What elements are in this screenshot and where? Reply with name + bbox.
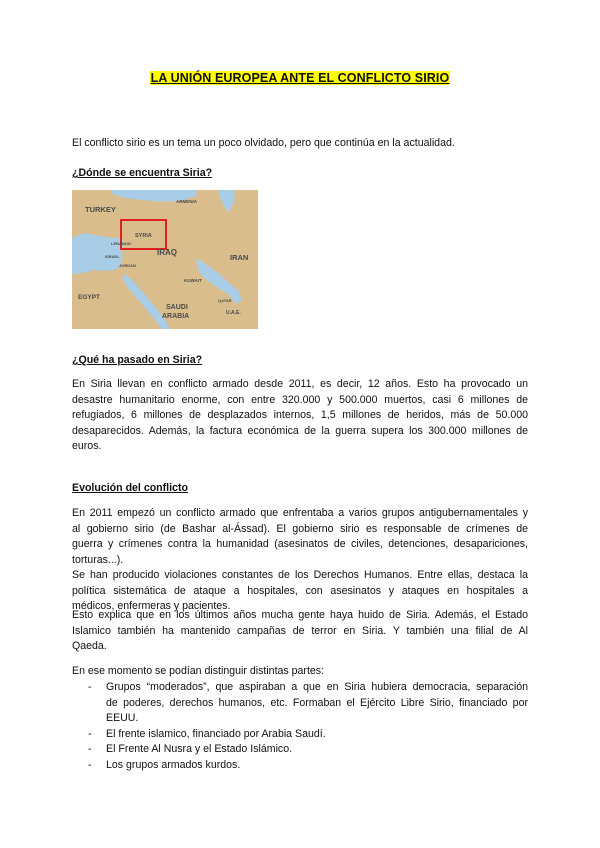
text-line: Islamico también ha mantenido campañas de terror en Siria. Y también una filial de Al: [72, 624, 528, 637]
label-egypt: EGYPT: [78, 294, 101, 301]
section-heading-location: ¿Dónde se encuentra Siria?: [72, 167, 213, 179]
list-item: [88, 742, 528, 758]
section-heading-evolution: Evolución del conflicto: [72, 482, 188, 494]
paragraph-evolution-1: [72, 506, 528, 568]
text-line: refugiados, 6 millones de desplazados internos, 1,5 millones de heridos, más de 50.000: [72, 409, 528, 422]
label-kuwait: KUWAIT: [184, 278, 202, 283]
list-item-line: Los grupos armados kurdos.: [106, 758, 241, 771]
paragraph-what-happened: [72, 377, 528, 455]
intro-paragraph: El conflicto sirio es un tema un poco olvidado, pero que continúa en la actualidad.: [72, 137, 455, 149]
text-line: Qaeda.: [72, 640, 107, 653]
label-qatar: QATAR: [218, 298, 232, 303]
text-line: desastre humanitario enorme, con entre 320.000 y 500.000 muertos, casi 6 millones de: [72, 393, 528, 406]
list-item: [88, 727, 528, 743]
section-heading-what-happened: ¿Qué ha pasado en Siria?: [72, 354, 203, 366]
list-item: [88, 680, 528, 727]
list-item-line: El frente islamico, financiado por Arabia Saudí.: [106, 727, 326, 740]
parties-list: [88, 680, 528, 774]
page-title: LA UNIÓN EUROPEA ANTE EL CONFLICTO SIRIO: [150, 71, 450, 85]
label-uae: U.A.E.: [226, 310, 241, 316]
text-line: guerra y crímenes contra la humanidad (asesinatos de civiles, detenciones, desapariciones,: [72, 538, 528, 551]
list-item: [88, 758, 528, 774]
text-line: Esto explica que en los últimos años mucha gente haya huido de Siria. Además, el Estado: [72, 609, 528, 621]
text-line: política sistemática de ataque a hospitales, con asesinatos y ataques en hospitales a: [72, 584, 528, 597]
text-line: torturas...).: [72, 553, 124, 566]
text-line: médicos, enfermeras y pacientes.: [72, 600, 231, 613]
label-saudi: SAUDI: [166, 304, 188, 311]
bullet-dash: -: [88, 727, 92, 740]
bullet-dash: -: [88, 681, 92, 693]
text-line: desaparecidos. Además, la factura económica de la guerra supera los 300.000 millones de: [72, 424, 528, 437]
list-item-line: EEUU.: [106, 712, 139, 725]
label-turkey: TURKEY: [85, 205, 116, 214]
label-israel: ISRAEL: [105, 254, 120, 259]
list-item-line: Grupos “moderados”, que aspiraban a que en Siria hubiera democracia, separación: [106, 681, 528, 693]
label-jordan: JORDAN: [119, 263, 136, 268]
text-line: En Siria llevan en conflicto armado desde 2011, es decir, 12 años. Esto ha provocado un: [72, 378, 528, 390]
label-iraq: IRAQ: [157, 248, 177, 257]
text-line: Se han producido violaciones constantes de los Derechos Humanos. Entre ellas, destaca la: [72, 569, 528, 581]
label-arabia: ARABIA: [162, 313, 190, 320]
label-syria: SYRIA: [135, 233, 152, 239]
bullet-dash: -: [88, 743, 92, 756]
bullet-dash: -: [88, 758, 92, 771]
text-line: al gobierno sirio (de Bashar al-Ássad). El gobierno sirio es responsable de crímenes de: [72, 522, 528, 535]
syria-map: [72, 190, 258, 329]
list-item-line: de poderes, derechos humanos, etc. Formaban el Ejército Libre Sirio, financiado por: [106, 696, 528, 709]
text-line: En 2011 empezó un conflicto armado que enfrentaba a varios grupos antigubernamentales y: [72, 507, 528, 519]
paragraph-evolution-3: [72, 608, 528, 655]
map-graphic: [72, 190, 258, 329]
label-armenia: ARMENIA: [176, 199, 197, 204]
text-line: euros.: [72, 440, 102, 453]
label-lebanon: LEBANON: [111, 241, 131, 246]
label-iran: IRAN: [230, 253, 249, 262]
parties-intro: En ese momento se podían distinguir distintas partes:: [72, 665, 325, 677]
list-item-line: El Frente Al Nusra y el Estado Islámico.: [106, 743, 293, 756]
